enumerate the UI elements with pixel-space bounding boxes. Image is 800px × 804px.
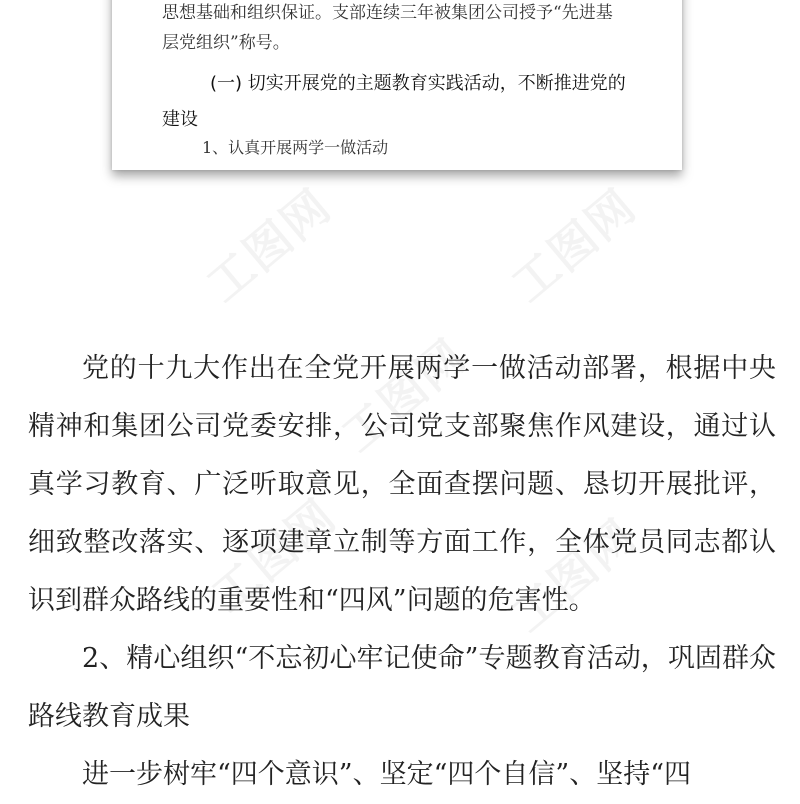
watermark: 工图网 (501, 508, 647, 643)
card-text-line: 层党组织”称号。 (162, 33, 290, 53)
body-paragraph: 2、精心组织“不忘初心牢记使命”专题教育活动，巩固群众路线教育成果 (28, 643, 776, 732)
subsection-heading: 1、认真开展两学一做活动 (202, 138, 389, 157)
body-paragraph: 进一步树牢“四个意识”、坚定“四个自信”、坚持“四 (82, 759, 692, 790)
watermark: 工图网 (331, 328, 477, 463)
section-heading: (一) 切实开展党的主题教育实践活动，不断推进党的建设 (162, 73, 626, 130)
document-body (28, 340, 776, 804)
watermark: 工图网 (201, 488, 347, 623)
watermark: 工图网 (501, 178, 647, 313)
body-paragraph: 党的十九大作出在全党开展两学一做活动部署，根据中央精神和集团公司党委安排，公司党支部聚焦作风建设，通过认真学习教育、广泛听取意见，全面查摆问题、恳切开展批评，细致整改落实、逐项建章立制等方面工作，全体党员同志都认识到群众路线的重要性和“四风”问题的危害性。 (28, 353, 776, 616)
document-preview-card (112, 0, 682, 170)
card-text-line: 思想基础和组织保证。支部连续三年被集团公司授予“先进基 (162, 3, 613, 23)
watermark: 工图网 (196, 178, 342, 313)
